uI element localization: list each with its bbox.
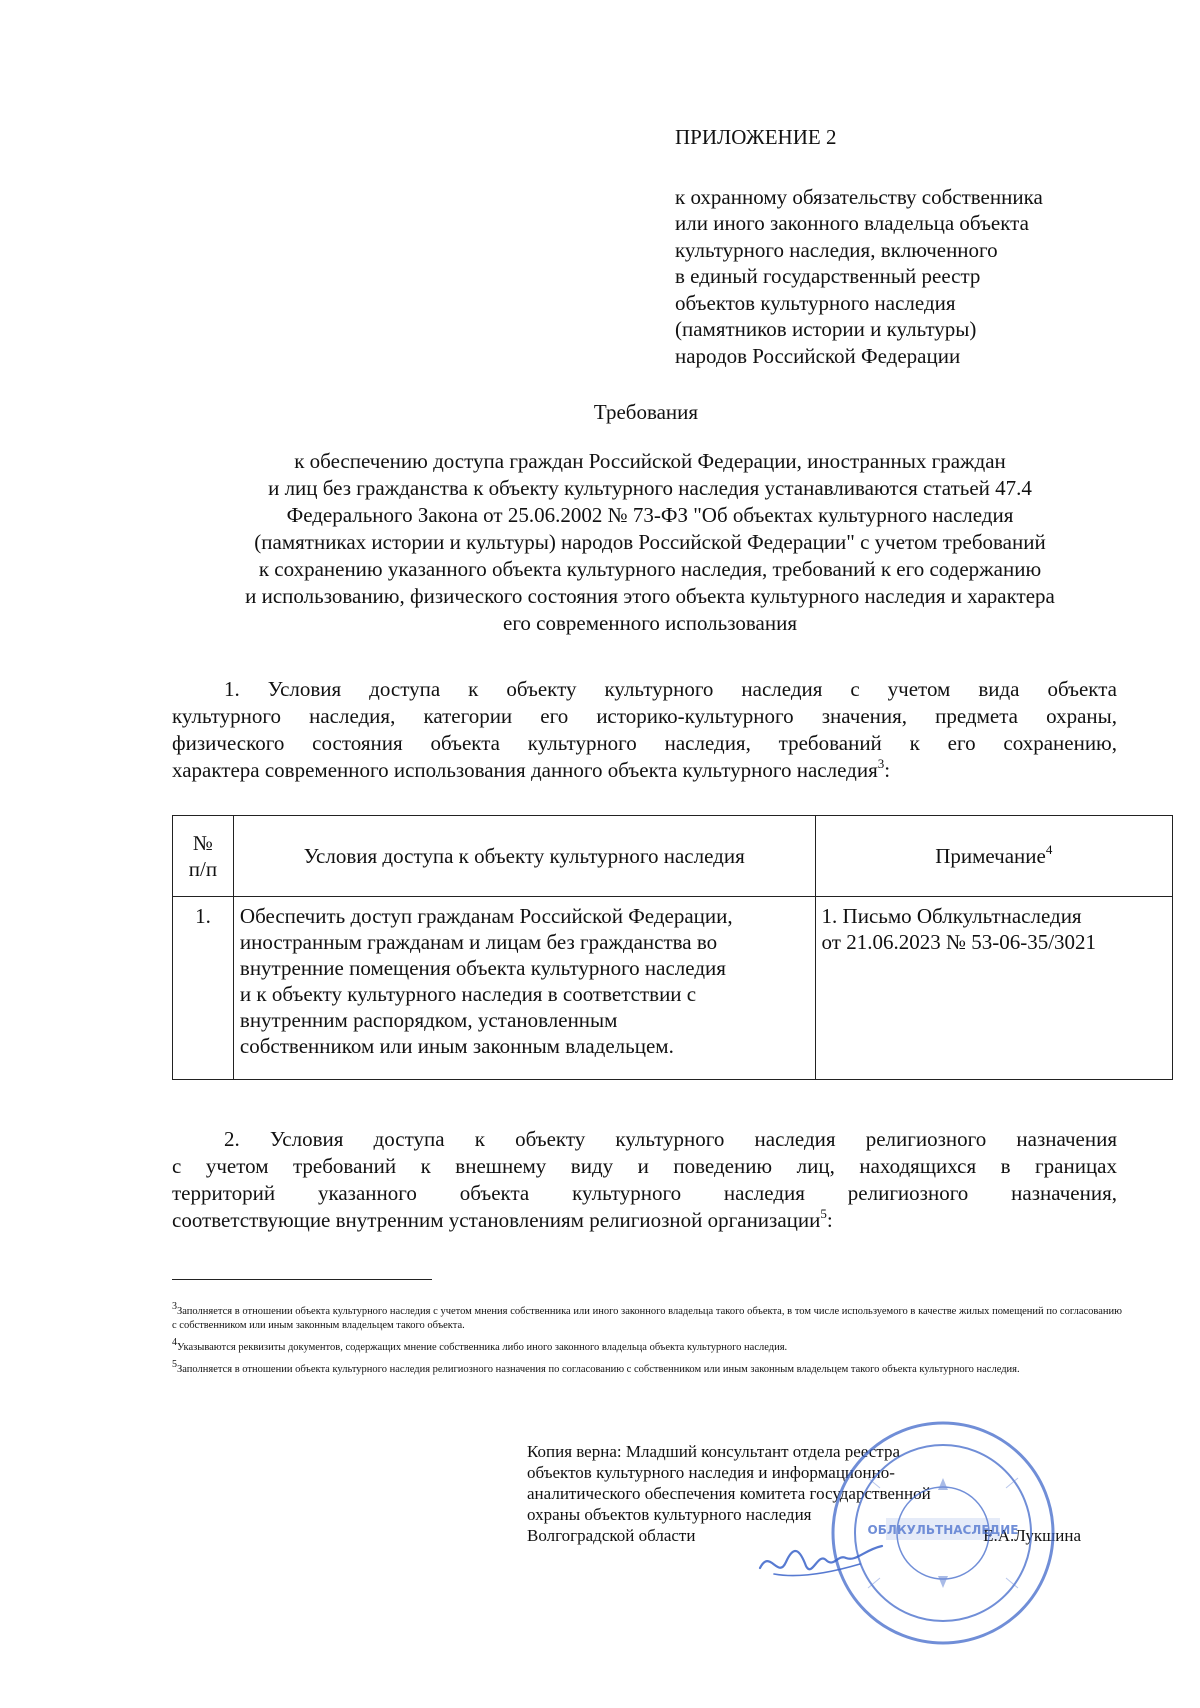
- cell-line: от 21.06.2023 № 53-06-35/3021: [821, 930, 1097, 954]
- subtitle-line: и лиц без гражданства к объекту культурного наследия устанавливаются статьей 47.4: [268, 476, 1032, 500]
- header-number-bottom: п/п: [188, 857, 218, 881]
- footnote-ref: 4: [1045, 842, 1053, 857]
- paragraph-line-last: [172, 1207, 1117, 1234]
- signer-name: Е.А.Лукшина: [983, 1526, 1081, 1545]
- seal-center-text: ОБЛКУЛЬТНАСЛЕДИЕ: [867, 1523, 1019, 1537]
- access-conditions-table: [172, 815, 1173, 1080]
- cell-line: Обеспечить доступ гражданам Российской Федерации,: [239, 904, 733, 928]
- paragraph-tail: :: [826, 1208, 833, 1232]
- subtitle-line: и использованию, физического состояния этого объекта культурного наследия и характера: [245, 584, 1055, 608]
- paragraph-2: [172, 1126, 1117, 1234]
- appendix-line: объектов культурного наследия: [675, 290, 956, 315]
- footnote-divider: [172, 1279, 432, 1280]
- certification-region: Волгоградской области: [527, 1526, 696, 1545]
- official-seal: [828, 1418, 1058, 1648]
- appendix-line: народов Российской Федерации: [675, 343, 961, 368]
- paragraph-line: 2. Условия доступа к объекту культурного наследия религиозного назначения: [224, 1127, 1117, 1151]
- certification-line: Копия верна: Младший консультант отдела реестра: [527, 1442, 900, 1461]
- cell-line: 1. Письмо Облкультнаследия: [821, 904, 1082, 928]
- header-note: [815, 816, 1172, 897]
- cell-line: и к объекту культурного наследия в соответствии с: [239, 982, 697, 1006]
- paragraph-1: [172, 676, 1117, 784]
- appendix-line: (памятников истории и культуры): [675, 317, 977, 341]
- footnote-text: Заполняется в отношении объекта культурного наследия религиозного назначения по согласованию с собственником или иным законным владельцем такого объекта культурного наследия.: [177, 1364, 1020, 1375]
- row-number: 1.: [173, 897, 234, 1080]
- footnote-ref: 5: [820, 1206, 827, 1221]
- subtitle-line: его современного использования: [503, 611, 797, 635]
- footnote: [172, 1359, 1122, 1377]
- header-note-text: Примечание: [935, 844, 1046, 868]
- table-header-row: [173, 816, 1173, 897]
- footnote-text: Указываются реквизиты документов, содержащих мнение собственника либо иного законного владельца объекта культурного наследия.: [177, 1342, 788, 1353]
- footnote: [172, 1301, 1122, 1333]
- certification-line: аналитического обеспечения комитета государственной: [527, 1484, 931, 1503]
- appendix-line: в единый государственный реестр: [675, 264, 981, 288]
- footnotes: [172, 1301, 1122, 1385]
- footnote-number: 3: [172, 1301, 177, 1312]
- header-conditions: Условия доступа к объекту культурного наследия: [233, 816, 815, 897]
- row-conditions: [233, 897, 815, 1080]
- appendix-line: или иного законного владельца объекта: [675, 211, 1029, 235]
- paragraph-text: характера современного использования данного объекта культурного наследия: [172, 758, 878, 782]
- footnote-ref: 3: [877, 756, 885, 771]
- certification-line: объектов культурного наследия и информационно-: [527, 1463, 895, 1482]
- table-row: [173, 897, 1173, 1080]
- requirements-title: Требования: [593, 400, 699, 424]
- paragraph-text: соответствующие внутренним установлениям религиозной организации: [172, 1208, 821, 1232]
- appendix-line: культурного наследия, включенного: [675, 237, 998, 262]
- paragraph-line: с учетом требований к внешнему виду и поведению лиц, находящихся в границах: [172, 1154, 1117, 1178]
- paragraph-line: территорий указанного объекта культурного наследия религиозного назначения,: [172, 1181, 1117, 1205]
- paragraph-line-last: [172, 757, 1117, 784]
- cell-line: иностранным гражданам и лицам без гражданства во: [239, 930, 718, 954]
- paragraph-tail: :: [884, 758, 891, 782]
- subtitle-line: Федерального Закона от 25.06.2002 № 73-ФЗ "Об объектах культурного наследия: [286, 503, 1014, 527]
- footnote-number: 4: [172, 1337, 177, 1348]
- row-note: [815, 897, 1172, 1080]
- appendix-line: к охранному обязательству собственника: [675, 184, 1043, 209]
- paragraph-line: 1. Условия доступа к объекту культурного наследия с учетом вида объекта: [224, 677, 1117, 701]
- paragraph-line: физического состояния объекта культурного наследия, требований к его сохранению,: [172, 731, 1117, 755]
- footnote: [172, 1337, 1122, 1355]
- subtitle-line: к обеспечению доступа граждан Российской Федерации, иностранных граждан: [294, 449, 1006, 473]
- cell-line: внутренним распорядком, установленным: [239, 1008, 618, 1032]
- certification-line: охраны объектов культурного наследия: [527, 1505, 812, 1524]
- subtitle-line: к сохранению указанного объекта культурного наследия, требований к его содержанию: [258, 557, 1042, 581]
- cell-line: собственником или иным законным владельцем.: [239, 1034, 674, 1058]
- cell-line: внутренние помещения объекта культурного наследия: [239, 956, 726, 980]
- appendix-title: ПРИЛОЖЕНИЕ 2: [675, 125, 837, 149]
- footnote-text: Заполняется в отношении объекта культурного наследия с учетом мнения собственника или иного законного владельца такого объекта, в том числе используемого в качестве жилых помещений по согласованию с собственником или иным законным владельцем такого объекта.: [172, 1306, 1122, 1331]
- subtitle-line: (памятниках истории и культуры) народов Российской Федерации" с учетом требований: [254, 530, 1046, 554]
- appendix-header: [675, 124, 1145, 369]
- header-number-top: №: [192, 831, 213, 855]
- paragraph-line: культурного наследия, категории его историко-культурного значения, предмета охраны,: [172, 704, 1117, 728]
- requirements-subtitle: [165, 448, 1135, 637]
- footnote-number: 5: [172, 1359, 177, 1370]
- header-number: [173, 816, 234, 897]
